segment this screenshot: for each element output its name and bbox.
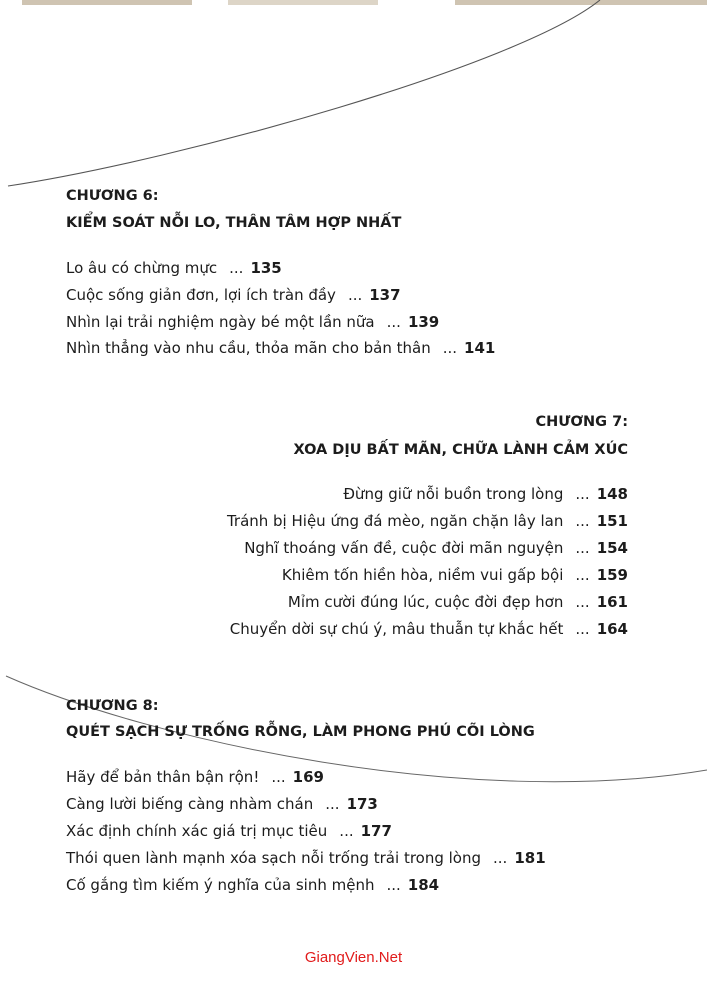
top-edge-shadow bbox=[228, 0, 378, 5]
entry-leader: ... bbox=[575, 539, 590, 557]
toc-entry[interactable] bbox=[227, 511, 628, 531]
entry-leader: ... bbox=[386, 313, 401, 331]
toc-entry[interactable] bbox=[288, 592, 628, 612]
entry-leader: ... bbox=[575, 620, 590, 638]
toc-entry[interactable] bbox=[282, 565, 628, 585]
entry-leader: ... bbox=[575, 512, 590, 530]
chapter-8-title: QUÉT SẠCH SỰ TRỐNG RỖNG, LÀM PHONG PHÚ CÕI LÒNG bbox=[66, 724, 535, 740]
entry-title: Cố gắng tìm kiếm ý nghĩa của sinh mệnh bbox=[66, 876, 375, 894]
toc-entry[interactable] bbox=[66, 258, 282, 278]
entry-leader: ... bbox=[347, 286, 363, 304]
entry-leader: ... bbox=[493, 849, 508, 867]
entry-page-number: 177 bbox=[360, 822, 392, 840]
entry-title: Xác định chính xác giá trị mục tiêu bbox=[66, 822, 328, 840]
entry-page-number: 135 bbox=[250, 259, 282, 277]
toc-entry[interactable] bbox=[66, 821, 392, 841]
entry-title: Thói quen lành mạnh xóa sạch nỗi trống trải trong lòng bbox=[66, 849, 482, 867]
entry-title: Hãy để bản thân bận rộn! bbox=[66, 768, 260, 786]
entry-title: Càng lười biếng càng nhàm chán bbox=[66, 795, 314, 813]
watermark-text: GiangVien.Net bbox=[304, 949, 403, 966]
entry-leader: ... bbox=[575, 593, 590, 611]
entry-page-number: 173 bbox=[346, 795, 378, 813]
entry-page-number: 141 bbox=[464, 339, 496, 357]
entry-leader: ... bbox=[229, 259, 244, 277]
entry-page-number: 159 bbox=[596, 566, 628, 584]
entry-title: Nhìn lại trải nghiệm ngày bé một lần nữa bbox=[66, 313, 375, 331]
entry-page-number: 154 bbox=[596, 539, 628, 557]
toc-entry[interactable] bbox=[66, 794, 378, 814]
toc-entry[interactable] bbox=[244, 538, 628, 558]
entry-leader: ... bbox=[325, 795, 340, 813]
entry-leader: ... bbox=[575, 485, 590, 503]
toc-entry[interactable] bbox=[66, 767, 324, 787]
entry-page-number: 151 bbox=[596, 512, 628, 530]
entry-leader: ... bbox=[442, 339, 458, 357]
entry-leader: ... bbox=[386, 876, 401, 894]
toc-entry[interactable] bbox=[343, 484, 628, 504]
entry-title: Nghĩ thoáng vấn đề, cuộc đời mãn nguyện bbox=[244, 539, 564, 557]
entry-page-number: 164 bbox=[596, 620, 628, 638]
entry-page-number: 184 bbox=[407, 876, 440, 894]
entry-leader: ... bbox=[575, 566, 590, 584]
chapter-6-label: CHƯƠNG 6: bbox=[66, 188, 159, 204]
entry-title: Nhìn thẳng vào nhu cầu, thỏa mãn cho bản thân bbox=[66, 339, 431, 357]
chapter-7-title: XOA DỊU BẤT MÃN, CHỮA LÀNH CẢM XÚC bbox=[293, 442, 628, 458]
entry-title: Lo âu có chừng mực bbox=[66, 259, 218, 277]
toc-entry[interactable] bbox=[66, 285, 401, 305]
entry-title: Khiêm tốn hiền hòa, niềm vui gấp bội bbox=[281, 566, 564, 584]
entry-page-number: 181 bbox=[514, 849, 546, 867]
toc-entry[interactable] bbox=[66, 875, 439, 895]
toc-entry[interactable] bbox=[230, 619, 628, 639]
toc-entry[interactable] bbox=[66, 338, 495, 358]
entry-page-number: 161 bbox=[596, 593, 628, 611]
entry-title: Tránh bị Hiệu ứng đá mèo, ngăn chặn lây lan bbox=[226, 512, 564, 530]
top-edge-shadow bbox=[455, 0, 707, 5]
chapter-7-label: CHƯƠNG 7: bbox=[535, 414, 628, 430]
entry-title: Đừng giữ nỗi buồn trong lòng bbox=[343, 485, 564, 503]
entry-title: Chuyển dời sự chú ý, mâu thuẫn tự khắc hết bbox=[229, 620, 564, 638]
entry-title: Cuộc sống giản đơn, lợi ích tràn đầy bbox=[66, 286, 336, 304]
entry-leader: ... bbox=[271, 768, 286, 786]
toc-entry[interactable] bbox=[66, 312, 439, 332]
top-edge-shadow bbox=[22, 0, 192, 5]
entry-page-number: 139 bbox=[407, 313, 440, 331]
entry-page-number: 148 bbox=[596, 485, 628, 503]
entry-page-number: 137 bbox=[369, 286, 401, 304]
entry-page-number: 169 bbox=[292, 768, 324, 786]
entry-leader: ... bbox=[339, 822, 354, 840]
chapter-8-label: CHƯƠNG 8: bbox=[66, 698, 159, 714]
entry-title: Mỉm cười đúng lúc, cuộc đời đẹp hơn bbox=[287, 593, 564, 611]
chapter-6-title: KIỂM SOÁT NỖI LO, THÂN TÂM HỢP NHẤT bbox=[66, 215, 402, 231]
toc-entry[interactable] bbox=[66, 848, 546, 868]
